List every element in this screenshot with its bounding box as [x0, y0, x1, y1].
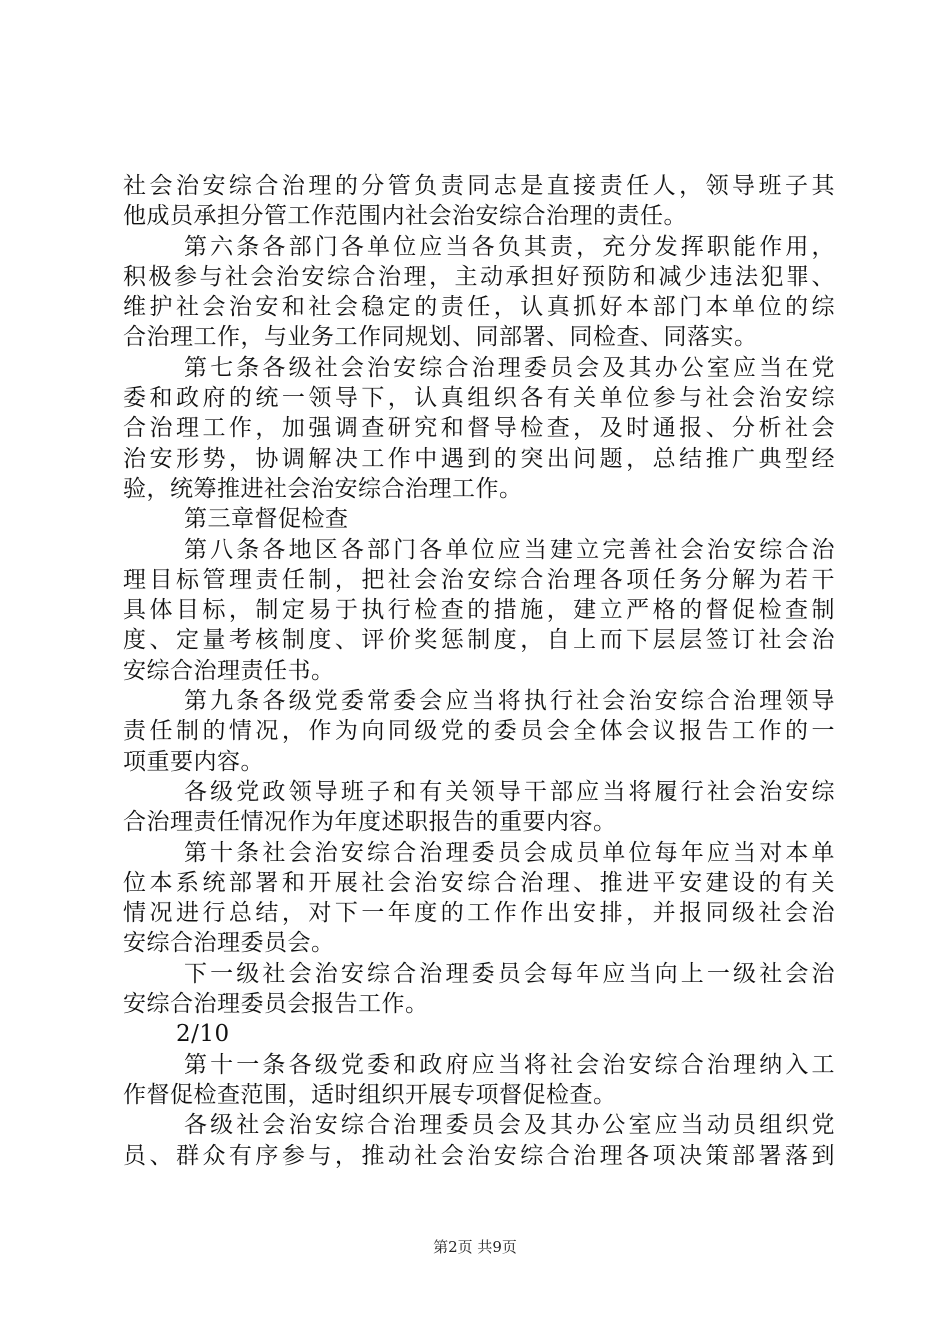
- document-body: [123, 171, 835, 1171]
- text-line: 第八条各地区各部门各单位应当建立完善社会治安综合治: [184, 536, 835, 563]
- text-line: 作督促检查范围，适时组织开展专项督促检查。: [123, 1081, 617, 1108]
- text-line: 安综合治理责任书。: [123, 657, 335, 684]
- text-line: 积极参与社会治安综合治理，主动承担好预防和减少违法犯罪、: [123, 263, 835, 290]
- text-line: 度、定量考核制度、评价奖惩制度，自上而下层层签订社会治: [123, 627, 835, 654]
- text-line: 理目标管理责任制，把社会治安综合治理各项任务分解为若干: [123, 566, 835, 593]
- text-line: 合治理责任情况作为年度述职报告的重要内容。: [123, 809, 617, 836]
- text-line: 验，统筹推进社会治安综合治理工作。: [123, 475, 523, 502]
- text-line: 第七条各级社会治安综合治理委员会及其办公室应当在党: [184, 354, 835, 381]
- text-line: 下一级社会治安综合治理委员会每年应当向上一级社会治: [184, 960, 835, 987]
- text-line: 第十条社会治安综合治理委员会成员单位每年应当对本单: [184, 839, 835, 866]
- text-line: 第十一条各级党委和政府应当将社会治安综合治理纳入工: [184, 1051, 835, 1078]
- text-line: 员、群众有序参与，推动社会治安综合治理各项决策部署落到: [123, 1142, 835, 1169]
- text-line: 项重要内容。: [123, 748, 264, 775]
- text-line: 责任制的情况，作为向同级党的委员会全体会议报告工作的一: [123, 718, 835, 745]
- text-line: 各级党政领导班子和有关领导干部应当将履行社会治安综: [184, 778, 835, 805]
- text-line: 各级社会治安综合治理委员会及其办公室应当动员组织党: [184, 1112, 835, 1139]
- text-line: 第六条各部门各单位应当各负其责，充分发挥职能作用，: [184, 233, 835, 260]
- text-line: 社会治安综合治理的分管负责同志是直接责任人，领导班子其: [123, 173, 835, 199]
- inline-page-marker: 2/10: [176, 1021, 230, 1048]
- text-line: 治安形势，协调解决工作中遇到的突出问题，总结推广典型经: [123, 445, 835, 472]
- text-line: 安综合治理委员会。: [123, 930, 335, 957]
- text-line: 第九条各级党委常委会应当将执行社会治安综合治理领导: [184, 688, 835, 715]
- text-line: 委和政府的统一领导下，认真组织各有关单位参与社会治安综: [123, 385, 835, 412]
- text-line: 维护社会治安和社会稳定的责任，认真抓好本部门本单位的综: [123, 294, 835, 321]
- text-line: 第三章督促检查: [184, 506, 349, 533]
- text-line: 情况进行总结，对下一年度的工作作出安排，并报同级社会治: [123, 900, 835, 927]
- text-line: 位本系统部署和开展社会治安综合治理、推进平安建设的有关: [123, 869, 835, 896]
- text-line: 安综合治理委员会报告工作。: [123, 991, 429, 1018]
- text-line: 合治理工作，与业务工作同规划、同部署、同检查、同落实。: [123, 324, 758, 351]
- page-footer: 第2页 共9页: [433, 1238, 517, 1256]
- text-line: 他成员承担分管工作范围内社会治安综合治理的责任。: [123, 203, 687, 230]
- text-line: 合治理工作，加强调查研究和督导检查，及时通报、分析社会: [123, 415, 835, 442]
- text-line: 具体目标，制定易于执行检查的措施，建立严格的督促检查制: [123, 597, 835, 624]
